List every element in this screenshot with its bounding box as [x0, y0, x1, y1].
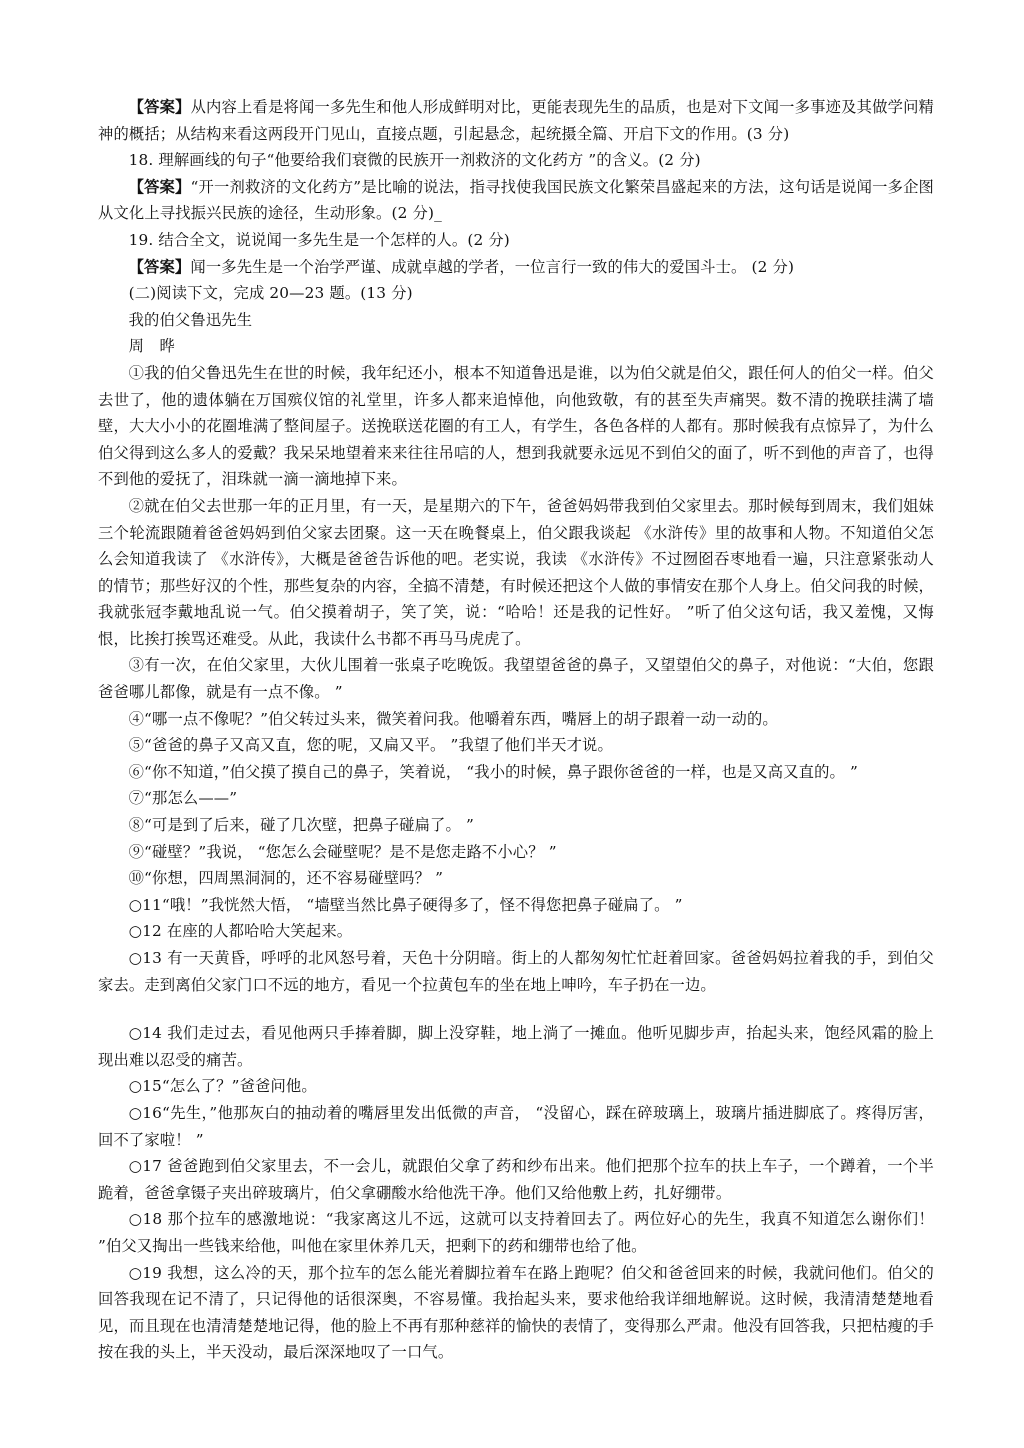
- answer-paragraph-19: [98, 254, 934, 281]
- answer-text: “开一剂救济的文化药方”是比喻的说法，指寻找使我国民族文化繁荣昌盛起来的方法，这句话是说闻一多企图从文化上寻找振兴民族的途径，生动形象。(2 分)_: [98, 177, 934, 223]
- article-paragraph: ⑦“那怎么——”: [128, 789, 238, 808]
- answer-label: 【答案】: [128, 98, 191, 116]
- answer-text: 闻一多先生是一个治学严谨、成就卓越的学者，一位言行一致的伟大的爱国斗士。 (2 分): [190, 257, 795, 276]
- article-paragraph: ○18 那个拉车的感激地说：“我家离这儿不远，这就可以支持着回去了。两位好心的先生，我真不知道怎么谢你们！ ”伯父又掏出一些钱来给他，叫他在家里休养几天，把剩下的药和绷带也给了他。: [98, 1210, 934, 1255]
- answer-paragraph-17: [98, 94, 934, 147]
- article-paragraph: ①我的伯父鲁迅先生在世的时候，我年纪还小，根本不知道鲁迅是谁，以为伯父就是伯父，跟任何人的伯父一样。伯父去世了，他的遗体躺在万国殡仪馆的礼堂里，许多人都来追悼他，向他致敬，有的甚至失声痛哭。数不清的挽联挂满了墙壁，大大小小的花圈堆满了整间屋子。送挽联送花圈的有工人，有学生，各色各样的人都有。那时候我有点惊异了，为什么伯父得到这么多人的爱戴？我呆呆地望着来来往往吊唁的人，想到我就要永远见不到伯父的面了，听不到他的声音了，也得不到他的爱抚了，泪珠就一滴一滴地掉下来。: [98, 363, 934, 489]
- article-paragraph: ○19 我想，这么冷的天，那个拉车的怎么能光着脚拉着车在路上跑呢？伯父和爸爸回来的时候，我就问他们。伯父的回答我现在记不清了，只记得他的话很深奥，不容易懂。我抬起头来，要求他给我详细地解说。这时候，我清清楚楚地看见，而且现在也清清楚楚地记得，他的脸上不再有那种慈祥的愉快的表情了，变得那么严肃。他没有回答我，只把枯瘦的手按在我的头上，半天没动，最后深深地叹了一口气。: [98, 1263, 934, 1362]
- document-page: [98, 94, 934, 1366]
- article-paragraph: ○13 有一天黄昏，呼呼的北风怒号着，天色十分阴暗。街上的人都匆匆忙忙赶着回家。爸爸妈妈拉着我的手，到伯父家去。走到离伯父家门口不远的地方，看见一个拉黄包车的坐在地上呻吟，车子扔在一边。: [98, 949, 934, 994]
- answer-text: 从内容上看是将闻一多先生和他人形成鲜明对比，更能表现先生的品质，也是对下文闻一多事迹及其做学问精神的概括；从结构来看这两段开门见山，直接点题，引起悬念，起统摄全篇、开启下文的作用。(3 分): [98, 98, 935, 143]
- article-paragraph: ○17 爸爸跑到伯父家里去，不一会儿，就跟伯父拿了药和纱布出来。他们把那个拉车的扶上车子，一个蹲着，一个半跪着，爸爸拿镊子夹出碎玻璃片，伯父拿硼酸水给他洗干净。他们又给他敷上药，扎好绷带。: [98, 1157, 934, 1202]
- question-18: 18. 理解画线的句子“他要给我们衰微的民族开一剂救济的文化药方 ”的含义。(2 分): [128, 151, 701, 170]
- article-paragraph: ②就在伯父去世那一年的正月里，有一天，是星期六的下午，爸爸妈妈带我到伯父家里去。那时候每到周末，我们姐妹三个轮流跟随着爸爸妈妈到伯父家去团聚。这一天在晚餐桌上，伯父跟我谈起 《水浒传》里的故事和人物。不知道伯父怎么会知道我读了 《水浒传》，大概是爸爸告诉他的吧。老实说，我读 《水浒传》不过囫囵吞枣地看一遍，只注意紧张动人的情节；那些好汉的个性，那些复杂的内容，全搞不清楚，有时候还把这个人做的事情安在那个人身上。伯父问我的时候，我就张冠李戴地乱说一气。伯父摸着胡子，笑了笑，说：“哈哈！还是我的记性好。 ”听了伯父这句话，我又羞愧，又悔恨，比挨打挨骂还难受。从此，我读什么书都不再马马虎虎了。: [98, 496, 934, 648]
- answer-label: 【答案】: [128, 177, 191, 196]
- article-paragraph: ○16“先生，”他那灰白的抽动着的嘴唇里发出低微的声音， “没留心，踩在碎玻璃上，玻璃片插进脚底了。疼得厉害，回不了家啦！ ”: [98, 1103, 934, 1149]
- article-paragraph: ○14 我们走过去，看见他两只手捧着脚，脚上没穿鞋，地上淌了一摊血。他听见脚步声，抬起头来，饱经风霜的脸上现出难以忍受的痛苦。: [98, 1024, 934, 1069]
- article-paragraph: ⑩“你想，四周黑洞洞的，还不容易碰壁吗？ ”: [128, 869, 444, 888]
- question-19: 19. 结合全文，说说闻一多先生是一个怎样的人。(2 分): [128, 230, 510, 249]
- article-paragraph: ⑧“可是到了后来，碰了几次壁，把鼻子碰扁了。 ”: [128, 816, 474, 835]
- article-paragraph: ○12 在座的人都哈哈大笑起来。: [128, 922, 353, 941]
- article-paragraph: ⑥“你不知道，”伯父摸了摸自己的鼻子，笑着说， “我小的时候，鼻子跟你爸爸的一样，也是又高又直的。 ”: [128, 762, 858, 781]
- section-heading: (二)阅读下文，完成 20—23 题。(13 分): [128, 284, 413, 303]
- article-paragraph: ③有一次，在伯父家里，大伙儿围着一张桌子吃晚饭。我望望爸爸的鼻子，又望望伯父的鼻子，对他说：“大伯，您跟爸爸哪儿都像，就是有一点不像。 ”: [98, 656, 934, 702]
- article-paragraph: ○15“怎么了？”爸爸问他。: [128, 1077, 317, 1096]
- article-title: 我的伯父鲁迅先生: [128, 310, 253, 329]
- article-paragraph: ④“哪一点不像呢？”伯父转过头来，微笑着问我。他嚼着东西，嘴唇上的胡子跟着一动一动的。: [128, 709, 778, 728]
- article-paragraph: ⑨“碰壁？”我说， “您怎么会碰壁呢？是不是您走路不小心？ ”: [128, 842, 557, 861]
- article-paragraph: ○11“哦！”我恍然大悟， “墙壁当然比鼻子硬得多了，怪不得您把鼻子碰扁了。 ”: [128, 895, 683, 914]
- answer-paragraph-18: [98, 174, 934, 227]
- article-paragraph: ⑤“爸爸的鼻子又高又直，您的呢，又扁又平。 ”我望了他们半天才说。: [128, 736, 613, 755]
- blank-line: [98, 998, 934, 1020]
- article-author: 周 晔: [128, 337, 175, 356]
- answer-label: 【答案】: [128, 257, 191, 276]
